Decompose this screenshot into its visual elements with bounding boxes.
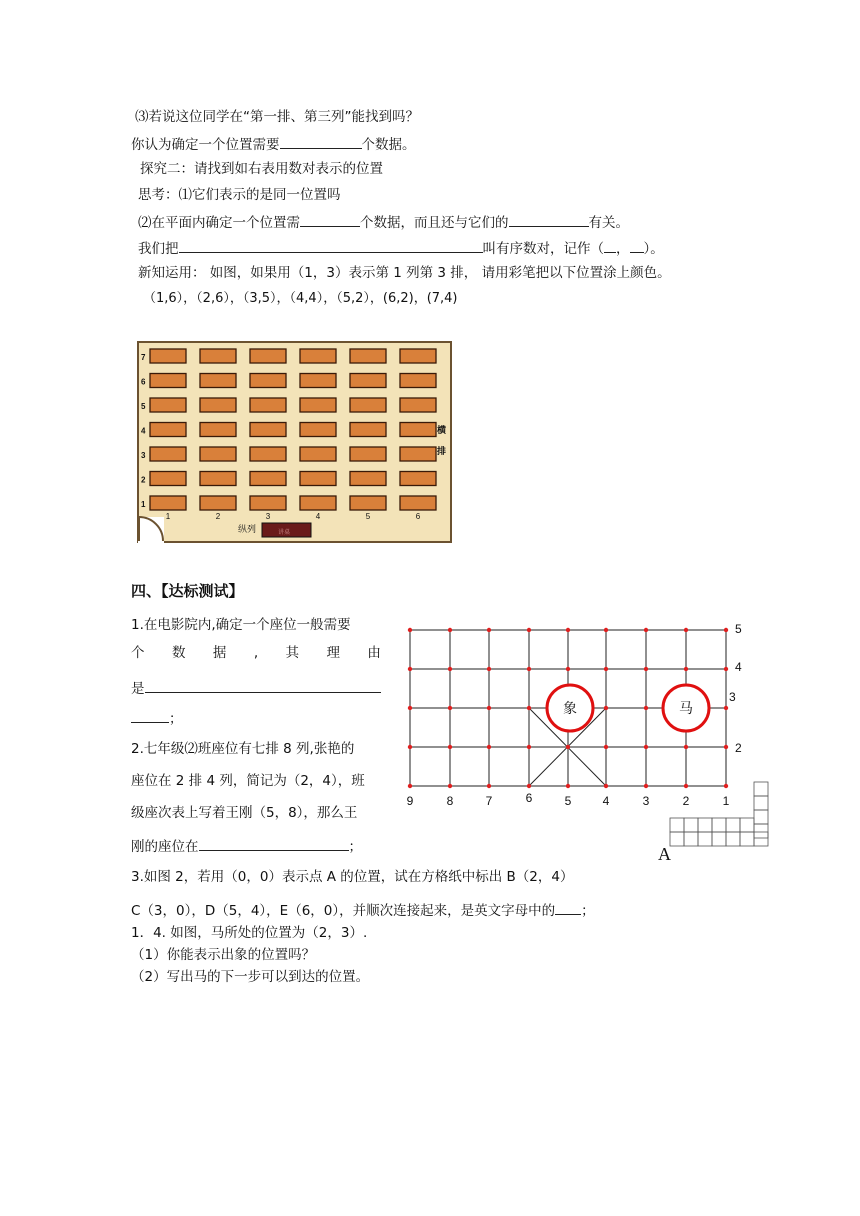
column-number: 8: [446, 794, 454, 808]
column-label: 1: [165, 512, 171, 521]
desk: [250, 398, 286, 412]
q1-char: 据: [212, 645, 227, 661]
desk: [150, 349, 186, 363]
q4-sub2: （2）写出马的下一步可以到达的位置。: [131, 969, 370, 985]
q1-char: 个: [131, 645, 145, 661]
blank-reason-cont[interactable]: [131, 708, 169, 723]
q2-text-a: 刚的座位在: [131, 839, 199, 855]
desk: [200, 349, 236, 363]
row-number: 3: [729, 690, 736, 704]
ponder-text: 思考：⑴它们表示的是同一位置吗: [138, 187, 341, 203]
desk: [400, 472, 436, 486]
desk: [300, 447, 336, 461]
desk: [250, 496, 286, 510]
grid-point: [644, 784, 648, 788]
column-number: 2: [682, 794, 690, 808]
q2-text-a: ⑵在平面内确定一个位置需: [138, 215, 300, 231]
column-label: 5: [365, 512, 371, 521]
row-number: 2: [735, 741, 742, 755]
grid-point: [448, 706, 452, 710]
grid-cell: [754, 796, 768, 810]
think-text-b: 个数据。: [361, 137, 416, 153]
desk: [150, 398, 186, 412]
grid-cell: [740, 832, 754, 846]
blank-seat[interactable]: [199, 836, 349, 851]
grid-cell: [740, 818, 754, 832]
desk: [150, 472, 186, 486]
desk: [350, 398, 386, 412]
grid-point: [448, 628, 452, 632]
grid-point: [604, 784, 608, 788]
row-label: 4: [141, 426, 146, 436]
desk: [200, 374, 236, 388]
desk: [350, 349, 386, 363]
desk: [350, 472, 386, 486]
desk: [300, 349, 336, 363]
q1-line2: [131, 644, 381, 662]
column-number: 3: [642, 794, 650, 808]
grid-point: [527, 745, 531, 749]
side-label-pai: 排: [437, 446, 447, 456]
def-text-a: 我们把: [138, 241, 179, 257]
q1-char: 理: [326, 645, 340, 661]
desk: [300, 398, 336, 412]
q2-line1: 2.七年级⑵班座位有七排 8 列,张艳的: [131, 741, 355, 757]
desk: [400, 349, 436, 363]
desk: [150, 423, 186, 437]
desk: [350, 496, 386, 510]
q1-line1: 1.在电影院内,确定一个座位一般需要: [131, 617, 351, 633]
row-number: 4: [735, 660, 742, 674]
row-number: 5: [735, 622, 742, 636]
desk: [150, 496, 186, 510]
column-label: 3: [265, 512, 271, 521]
grid-point: [724, 745, 728, 749]
grid-point: [604, 706, 608, 710]
blank-pair-b[interactable]: [630, 238, 644, 253]
grid-cell: [670, 832, 684, 846]
desk: [200, 447, 236, 461]
blank-related[interactable]: [509, 212, 589, 227]
column-number: 7: [485, 794, 493, 808]
column-label: 6: [415, 512, 421, 521]
grid-point: [566, 667, 570, 671]
definition-line: [138, 238, 664, 258]
q1-char: 数: [171, 645, 186, 661]
q2-line4: [131, 836, 362, 856]
q2-line3: 级座次表上写着王刚（5，8），那么王: [131, 805, 358, 821]
column-label: 4: [315, 512, 321, 521]
point-a-label: A: [658, 844, 671, 864]
q1-line3: [131, 678, 381, 698]
desk: [200, 398, 236, 412]
row-label: 3: [141, 451, 146, 460]
think-line: [131, 134, 416, 154]
row-label: 7: [141, 353, 146, 362]
grid-cell: [712, 818, 726, 832]
column-number: 4: [602, 794, 610, 808]
q1-char: 其: [285, 645, 300, 661]
desk: [250, 423, 286, 437]
column-number: 6: [525, 791, 533, 805]
horse-label: 马: [679, 701, 693, 717]
grid-cell: [684, 832, 698, 846]
grid-point: [566, 745, 570, 749]
grid-cell: [712, 832, 726, 846]
grid-point: [684, 745, 688, 749]
grid-point: [527, 784, 531, 788]
grid-point: [566, 784, 570, 788]
classroom-figure: [137, 341, 452, 543]
grid-point: [408, 745, 412, 749]
q1-char: 由: [367, 645, 381, 661]
q4-line1: 1．4. 如图，马所处的位置为（2，3）.: [131, 925, 368, 941]
q2-text-b: 个数据，而且还与它们的: [360, 215, 509, 231]
q2-line: [138, 212, 629, 232]
grid-point: [487, 628, 491, 632]
grid-cell: [754, 832, 768, 846]
think-text-a: 你认为确定一个位置需要: [131, 137, 280, 153]
desk: [300, 423, 336, 437]
desk: [350, 447, 386, 461]
grid-cell: [726, 832, 740, 846]
desk: [200, 423, 236, 437]
grid-point: [448, 745, 452, 749]
desk: [250, 349, 286, 363]
grid-point: [566, 628, 570, 632]
podium-label: 讲桌: [278, 530, 291, 536]
q1-line4: [131, 708, 183, 728]
q2-line2: 座位在 2 排 4 列，简记为（2，4），班: [131, 773, 365, 789]
grid-point: [527, 667, 531, 671]
grid-point: [408, 628, 412, 632]
desk: [400, 496, 436, 510]
blank-letter[interactable]: [555, 900, 581, 915]
grid-point: [684, 628, 688, 632]
row-numbers: [729, 622, 742, 755]
def-comma: ，: [616, 241, 630, 257]
desk: [350, 423, 386, 437]
def-text-b: 叫有序数对，记作（: [482, 241, 604, 257]
pairs-text: （1,6），（2,6），（3,5），（4,4），（5,2），(6,2)，(7,4): [143, 291, 458, 306]
grid-point: [644, 667, 648, 671]
q2-text-b: ；: [348, 839, 362, 855]
desk: [350, 374, 386, 388]
grid-point: [487, 667, 491, 671]
desk: [400, 423, 436, 437]
blank-count[interactable]: [300, 212, 360, 227]
blank-data-count[interactable]: [280, 134, 362, 149]
column-label: 2: [215, 512, 221, 521]
q3-line2: [131, 900, 595, 920]
grid-point: [408, 784, 412, 788]
grid-point: [487, 706, 491, 710]
q1-char: ,: [253, 645, 259, 661]
grid-point: [724, 667, 728, 671]
row-label: 2: [141, 475, 146, 485]
row-label: 1: [141, 500, 146, 509]
bottom-label: 纵列: [238, 524, 257, 534]
desk: [300, 374, 336, 388]
q2-text-c: 有关。: [588, 215, 629, 231]
desk: [250, 374, 286, 388]
blank-reason[interactable]: [145, 678, 381, 693]
grid-point: [724, 706, 728, 710]
q4-sub1: （1）你能表示出象的位置吗？: [131, 947, 316, 963]
q1-is: 是: [131, 681, 145, 697]
explore-two: 探究二：请找到如右表用数对表示的位置: [140, 161, 383, 177]
q3-text-a: C（3，0），D（5，4），E（6，0），并顺次连接起来，是英文字母中的: [131, 903, 556, 919]
grid-point: [604, 628, 608, 632]
grid-cell: [754, 782, 768, 796]
grid-point: [487, 784, 491, 788]
grid-point: [408, 706, 412, 710]
grid-point: [604, 667, 608, 671]
grid-point: [448, 667, 452, 671]
section4-heading: 四、【达标测试】: [131, 582, 244, 600]
desk: [300, 496, 336, 510]
desk: [400, 374, 436, 388]
grid-point: [448, 784, 452, 788]
grid-point: [644, 706, 648, 710]
row-label: 5: [141, 402, 146, 411]
grid-point: [487, 745, 491, 749]
desk: [200, 472, 236, 486]
def-text-c: ）。: [643, 241, 664, 257]
grid-cell: [698, 818, 712, 832]
desk: [250, 472, 286, 486]
blank-pair-a[interactable]: [604, 238, 616, 253]
side-label-heng: 横: [437, 425, 447, 435]
desk: [150, 447, 186, 461]
grid-point: [644, 745, 648, 749]
grid-point: [408, 667, 412, 671]
grid-cell: [698, 832, 712, 846]
desk: [400, 447, 436, 461]
grid-cell: [726, 818, 740, 832]
column-number: 1: [722, 794, 730, 808]
grid-point: [724, 628, 728, 632]
column-number: 9: [406, 794, 414, 808]
column-number: 5: [564, 794, 572, 808]
grid-point: [604, 745, 608, 749]
row-label: 6: [141, 377, 146, 387]
classroom-frame: [138, 342, 452, 543]
grid-point: [527, 628, 531, 632]
grid-paper-cells: [670, 782, 768, 846]
grid-cell: [670, 818, 684, 832]
blank-definition[interactable]: [179, 238, 483, 253]
grid-cell: [754, 824, 768, 838]
grid-point: [644, 628, 648, 632]
elephant-label: 象: [563, 701, 577, 717]
grid-cell: [754, 810, 768, 824]
grid-cell: [684, 818, 698, 832]
grid-paper-figure: [652, 780, 782, 864]
desk: [200, 496, 236, 510]
desk: [150, 374, 186, 388]
q3-text: ⑶若说这位同学在“第一排、第三列”能找到吗？: [135, 109, 419, 125]
q1-end: ；: [169, 711, 183, 727]
q3-text-b: ；: [581, 903, 595, 919]
desk: [300, 472, 336, 486]
grid-point: [527, 706, 531, 710]
grid-point: [684, 667, 688, 671]
q3-line1: 3.如图 2，若用（0，0）表示点 A 的位置，试在方格纸中标出 B（2，4）: [131, 869, 574, 885]
desk: [400, 398, 436, 412]
apply-text: 新知运用： 如图，如果用（1，3）表示第 1 列第 3 排， 请用彩笔把以下位置涂上颜色。: [138, 265, 671, 281]
desk: [250, 447, 286, 461]
